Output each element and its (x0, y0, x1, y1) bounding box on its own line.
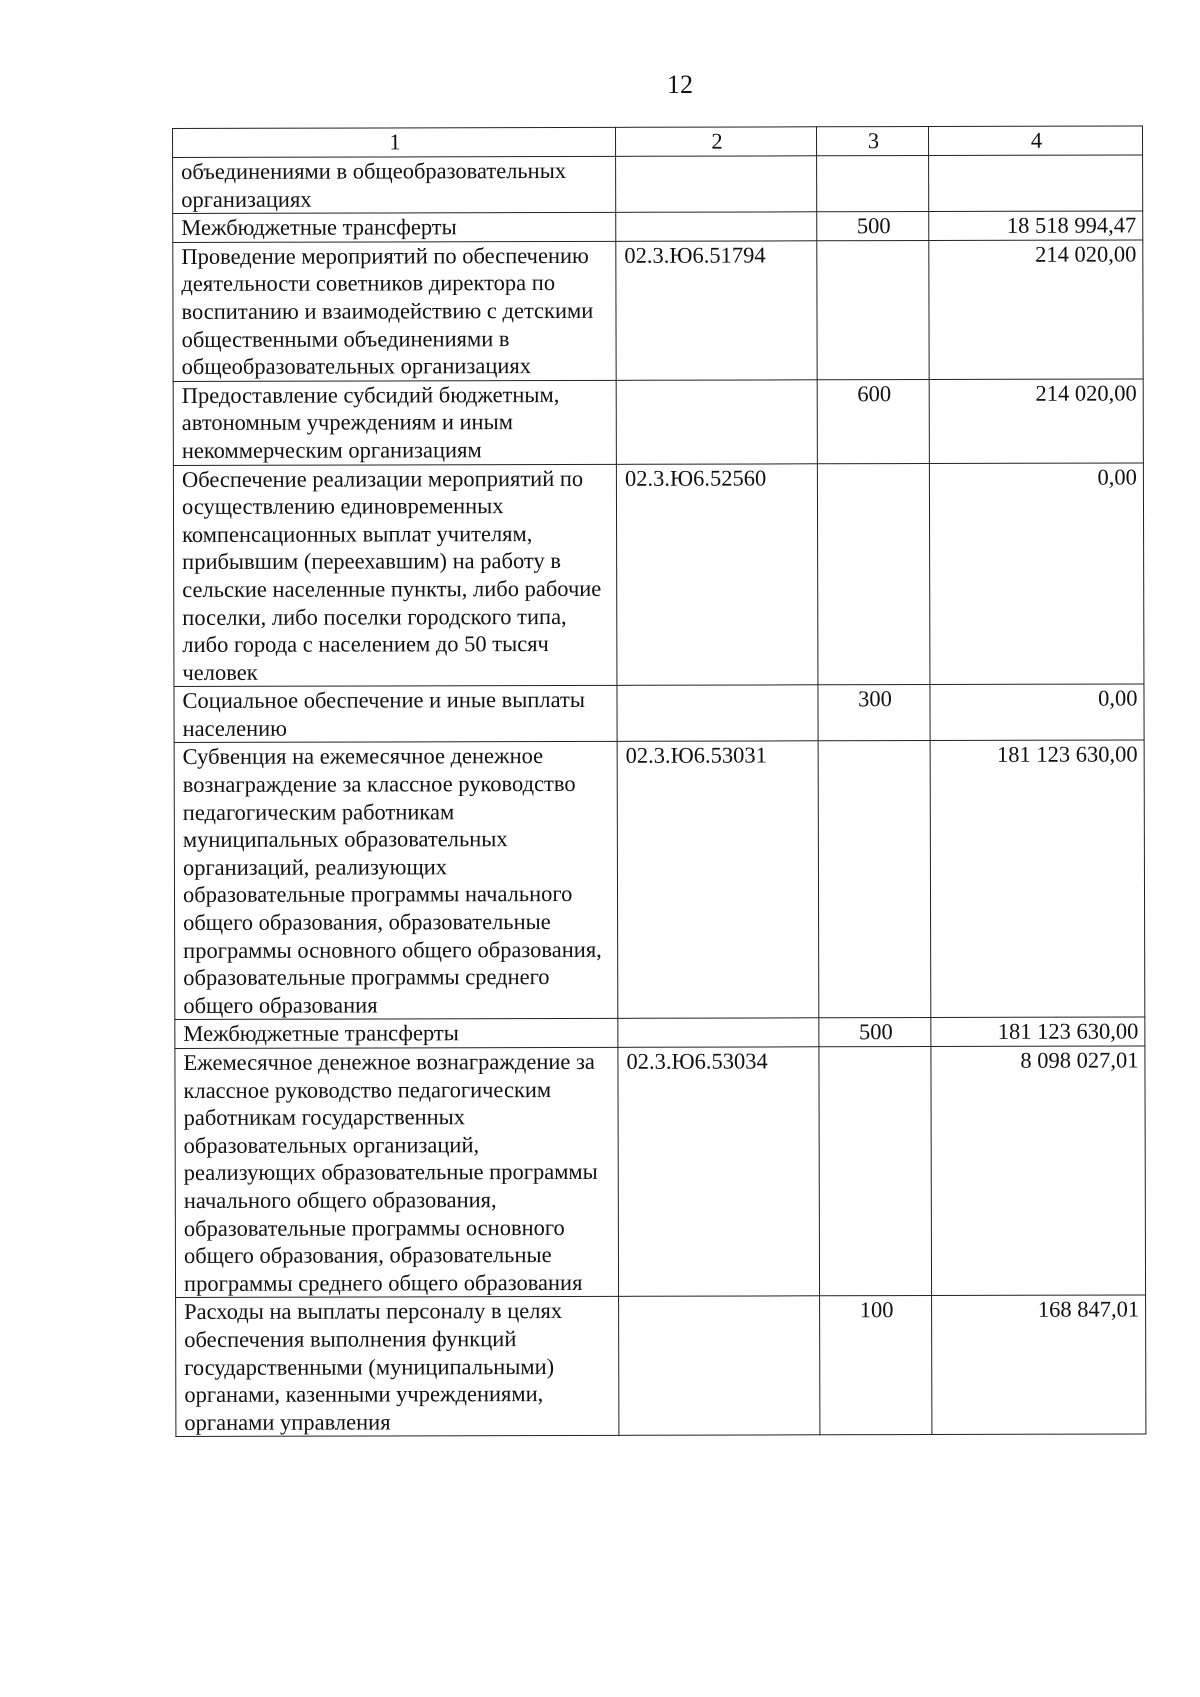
row-code: 02.3.Ю6.52560 (616, 463, 818, 685)
row-code: 02.3.Ю6.53034 (618, 1047, 820, 1297)
row-expense-type (817, 240, 929, 379)
table-row (173, 155, 1143, 214)
row-expense-type: 600 (817, 379, 929, 463)
table-row (175, 1017, 1145, 1048)
budget-table (172, 125, 1146, 1437)
row-amount: 0,00 (929, 462, 1144, 684)
row-code (618, 1018, 819, 1047)
row-name: Социальное обеспечение и иные выплаты населению (174, 686, 617, 743)
row-name: Межбюджетные трансферты (173, 213, 616, 243)
header-row (173, 126, 1143, 158)
row-code (616, 380, 817, 464)
row-name: Расходы на выплаты персоналу в целях обеспечения выполнения функций государственными (муниципальными) органами, казенными учреждениями, органами управления (176, 1297, 619, 1437)
row-amount: 8 098 027,01 (931, 1046, 1146, 1296)
table-row (173, 379, 1143, 465)
row-name: объединениями в общеобразовательных организациях (173, 156, 616, 213)
table-row (173, 462, 1144, 686)
column-header-3: 3 (816, 127, 928, 156)
row-code (616, 212, 817, 241)
row-name: Обеспечение реализации мероприятий по осуществлению единовременных компенсационных выплат учителям, прибывшим (переехавшим) на работу в сельские населенные пункты, либо рабочие поселки, либо поселки городского типа, либо города с населением до 50 тысяч человек (173, 464, 617, 687)
row-amount: 181 123 630,00 (930, 740, 1145, 1017)
table-row (174, 740, 1145, 1019)
row-expense-type (817, 463, 930, 685)
row-amount: 181 123 630,00 (931, 1017, 1145, 1046)
table-row (176, 1295, 1146, 1437)
row-code (619, 1296, 820, 1435)
row-amount: 18 518 994,47 (929, 211, 1143, 240)
row-code (616, 156, 817, 213)
row-expense-type (817, 156, 929, 212)
table-row (173, 240, 1143, 382)
row-amount: 168 847,01 (932, 1295, 1146, 1435)
column-header-1: 1 (173, 127, 616, 157)
row-name: Субвенция на ежемесячное денежное вознаграждение за классное руководство педагогическим работникам муниципальных образовательных организаций, реализующих образовательные программы начального общего образования, образовательные программы основного общего образования, образовательные программы среднего общего образования (174, 742, 618, 1020)
row-expense-type: 100 (820, 1296, 932, 1435)
table-row (174, 684, 1144, 743)
row-expense-type (819, 1047, 932, 1297)
row-expense-type: 300 (818, 685, 930, 741)
row-code: 02.3.Ю6.51794 (616, 241, 817, 380)
row-amount (929, 155, 1143, 212)
row-name: Предоставление субсидий бюджетным, автономным учреждениям и иным некоммерческим организациям (173, 380, 616, 465)
row-expense-type: 500 (817, 212, 929, 241)
row-amount: 214 020,00 (929, 240, 1143, 380)
row-expense-type (818, 741, 931, 1018)
column-header-4: 4 (928, 126, 1142, 156)
row-name: Межбюджетные трансферты (175, 1019, 618, 1049)
row-expense-type: 500 (819, 1018, 931, 1047)
table-row (175, 1046, 1146, 1298)
column-header-2: 2 (615, 127, 816, 157)
row-code: 02.3.Ю6.53031 (617, 741, 819, 1018)
row-amount: 214 020,00 (929, 379, 1143, 463)
table-row (173, 211, 1143, 242)
row-amount: 0,00 (930, 684, 1144, 741)
page-number: 12 (667, 70, 693, 99)
row-name: Проведение мероприятий по обеспечению деятельности советников директора по воспитанию и взаимодействию с детскими общественными объединениями в общеобразовательных организациях (173, 241, 616, 381)
row-name: Ежемесячное денежное вознаграждение за классное руководство педагогическим работникам государственных образовательных организаций, реализующих образовательные программы начального общего образования, образовательные программы основного общего образования, образовательные программы среднего общего образования (175, 1047, 619, 1298)
row-code (617, 685, 818, 742)
